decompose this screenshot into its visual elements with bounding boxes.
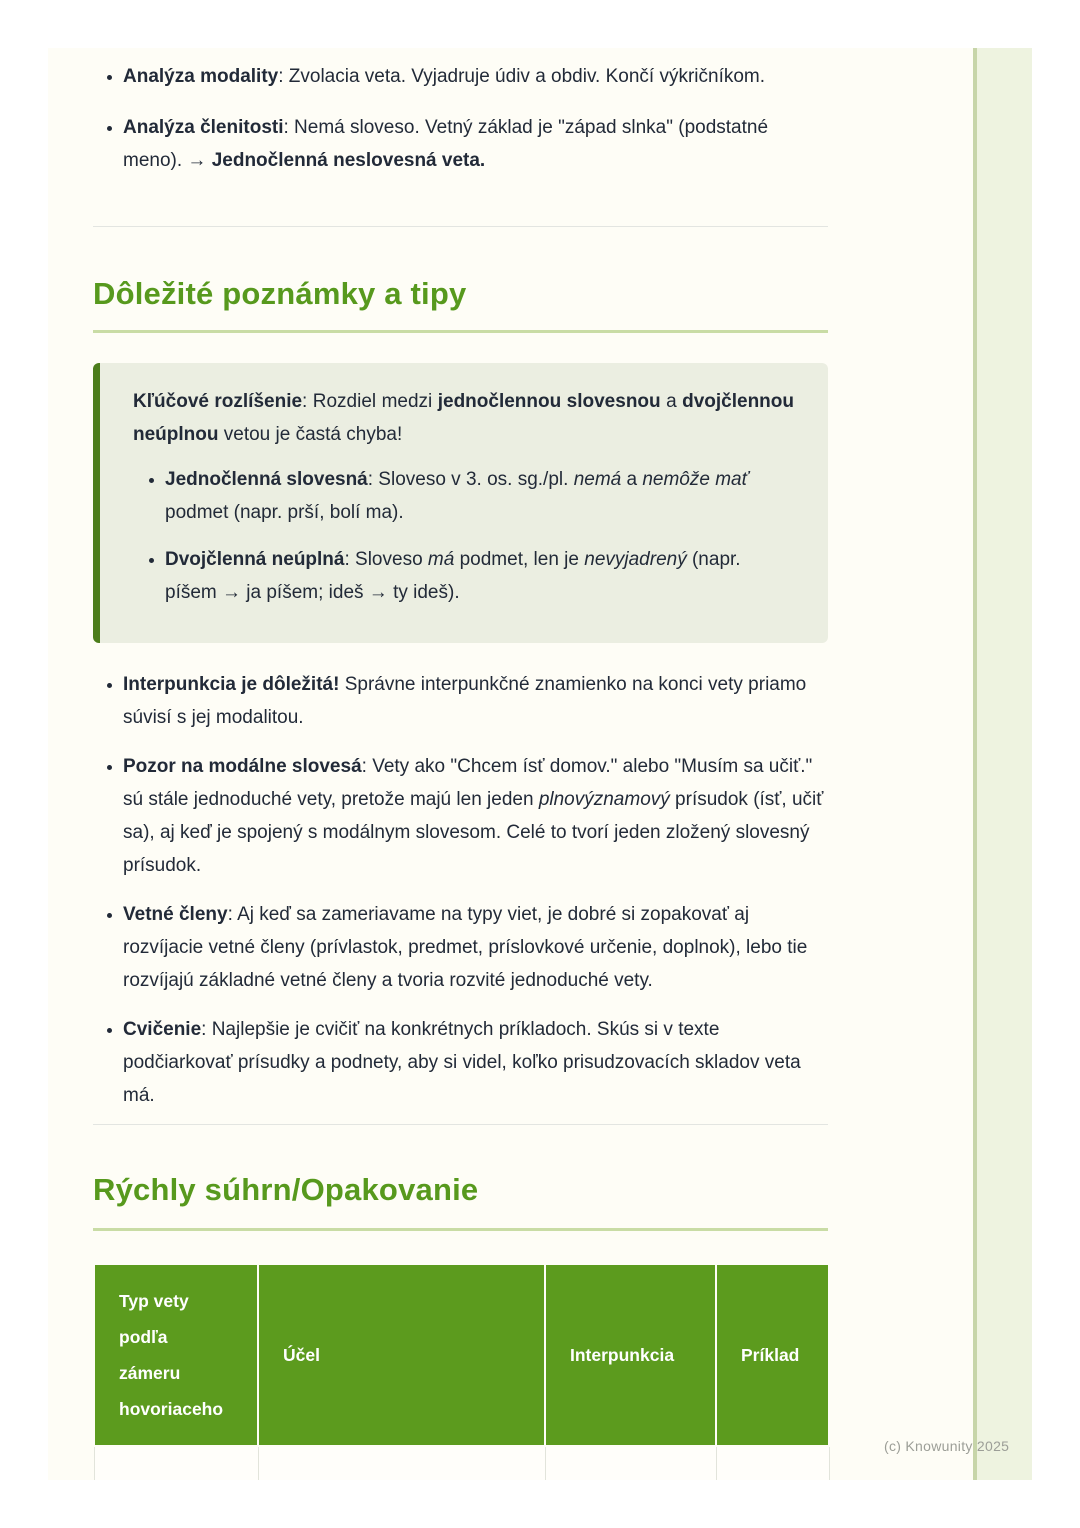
- table-header-cell: Účel: [258, 1264, 545, 1446]
- page-content: [93, 48, 828, 1480]
- section-title-notes: Dôležité poznámky a tipy: [93, 276, 467, 311]
- table-cell: [94, 1446, 258, 1480]
- section-title-underline: [93, 330, 828, 333]
- table-row: [94, 1446, 829, 1480]
- list-item: • Analýza modality: Zvolacia veta. Vyjadruje údiv a obdiv. Končí výkričníkom.: [123, 60, 828, 93]
- table-header-cell: Typ vety podľa zámeru hovoriaceho: [94, 1264, 258, 1446]
- list-item: • Analýza členitosti: Nemá sloveso. Vetný základ je "západ slnka" (podstatné meno). → Jednočlenná neslovesná veta.: [123, 111, 828, 177]
- section-divider: [93, 1124, 828, 1125]
- notes-bullet-list: [93, 668, 828, 1128]
- section-title-summary: Rýchly súhrn/Opakovanie: [93, 1172, 479, 1207]
- copyright-watermark: (c) Knowunity 2025: [884, 1438, 1010, 1454]
- section-title-underline: [93, 1228, 828, 1231]
- summary-table: [93, 1263, 830, 1480]
- table-header-cell: Príklad: [716, 1264, 829, 1446]
- table-header-cell: Interpunkcia: [545, 1264, 716, 1446]
- list-item: • Pozor na modálne slovesá: Vety ako "Chcem ísť domov." alebo "Musím sa učiť." sú stále jednoduché vety, pretože majú len jeden plnovýznamový prísudok (ísť, učiť sa), aj keď je spojený s modálnym slovesom. Celé to tvorí jeden zložený slovesný prísudok.: [123, 750, 828, 882]
- table-cell: [545, 1446, 716, 1480]
- list-item: • Jednočlenná slovesná: Sloveso v 3. os. sg./pl. nemá a nemôže mať podmet (napr. prší, bolí ma).: [165, 463, 794, 529]
- callout-intro: Kľúčové rozlíšenie: Rozdiel medzi jednočlennou slovesnou a dvojčlennou neúplnou vetou je častá chyba!: [133, 391, 795, 445]
- table-cell: [716, 1446, 829, 1480]
- list-item: • Cvičenie: Najlepšie je cvičiť na konkrétnych príkladoch. Skús si v texte podčiarkovať prísudky a podnety, aby si videl, koľko prisudzovacích skladov veta má.: [123, 1013, 828, 1112]
- section-divider: [93, 226, 828, 227]
- table-header-row: [94, 1264, 829, 1446]
- callout-list: [133, 463, 794, 609]
- document-page: [48, 48, 1032, 1480]
- table-cell: [258, 1446, 545, 1480]
- accent-strip: [973, 48, 1032, 1480]
- list-item: • Dvojčlenná neúplná: Sloveso má podmet, len je nevyjadrený (napr. píšem → ja píšem; ideš → ty ideš).: [165, 543, 794, 609]
- analysis-bullet-list: [93, 60, 828, 195]
- key-distinction-callout: [93, 363, 828, 643]
- list-item: • Interpunkcia je dôležitá! Správne interpunkčné znamienko na konci vety priamo súvisí s jej modalitou.: [123, 668, 828, 734]
- list-item: • Vetné členy: Aj keď sa zameriavame na typy viet, je dobré si zopakovať aj rozvíjacie vetné členy (prívlastok, predmet, príslovkové určenie, doplnok), lebo tie rozvíjajú základné vetné členy a tvoria rozvité jednoduché vety.: [123, 898, 828, 997]
